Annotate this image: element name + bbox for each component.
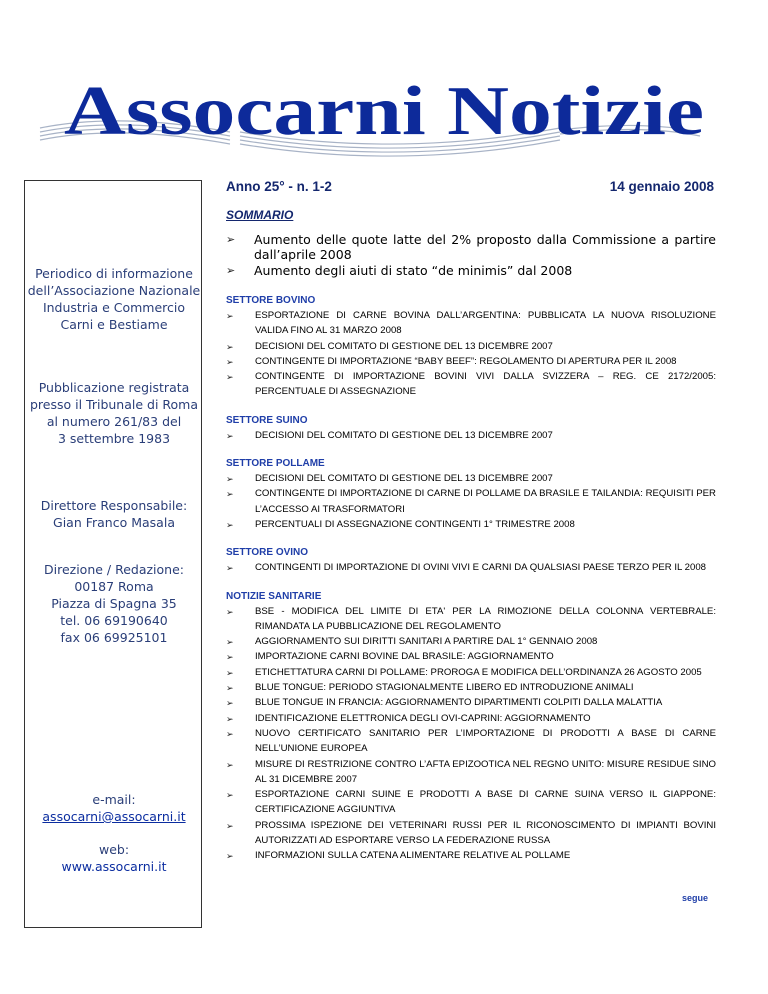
publication-info (25, 265, 203, 333)
list-item (226, 757, 716, 788)
list-item (226, 787, 716, 818)
section-title: SETTORE BOVINO (226, 295, 316, 306)
list-item-text: PERCENTUALI DI ASSEGNAZIONE CONTINGENTI 1° TRIMESTRE 2008 (255, 518, 575, 530)
list-item (226, 634, 716, 649)
list-item-text: PROSSIMA ISPEZIONE DEI VETERINARI RUSSI PER IL RICONOSCIMENTO DI IMPIANTI BOVINI AUTORIZZATI AD ESPORTARE VERSO LA FEDERAZIONE RUSSA (255, 819, 716, 847)
arrow-bullet-icon: ➢ (226, 851, 234, 862)
list-item (226, 339, 716, 354)
email-info (25, 791, 203, 825)
publication-line: Carni e Bestiame (60, 317, 168, 332)
list-item-text: IDENTIFICAZIONE ELETTRONICA DEGLI OVI-CAPRINI: AGGIORNAMENTO (255, 712, 591, 724)
arrow-bullet-icon: ➢ (226, 606, 234, 617)
section-settore-bovino (226, 294, 716, 400)
list-item (226, 486, 716, 517)
list-item (226, 369, 716, 400)
sommario-heading: SOMMARIO (226, 208, 294, 222)
segue-label: segue (681, 893, 708, 903)
arrow-bullet-icon: ➢ (226, 341, 234, 352)
arrow-bullet-icon: ➢ (226, 563, 234, 574)
list-item-text: CONTINGENTE DI IMPORTAZIONE DI CARNE DI POLLAME DA BRASILE E TAILANDIA: REQUISITI PER L’ACCESSO AI TRASFORMATORI (255, 488, 716, 515)
list-item-text: CONTINGENTI DI IMPORTAZIONE DI OVINI VIVI E CARNI DA QUALSIASI PAESE TERZO PER IL 2008 (255, 562, 707, 574)
list-item-text: BSE - MODIFICA DEL LIMITE DI ETA' PER LA RIMOZIONE DELLA COLONNA VERTEBRALE: RIMANDATA LA PUBBLICAZIONE DEL REGOLAMENTO (255, 605, 716, 632)
list-item (226, 308, 716, 339)
list-item (226, 665, 716, 680)
lead-item-text: Aumento delle quote latte del 2% proposto dalla Commissione a partire dall’aprile 2008 (254, 232, 716, 262)
section-title: SETTORE POLLAME (226, 458, 325, 470)
office-line: 00187 Roma (74, 579, 154, 594)
email-label: e-mail: (92, 792, 136, 807)
masthead (0, 70, 768, 180)
director-line: Direttore Responsabile: (40, 498, 188, 513)
section-title: SETTORE SUINO (226, 414, 308, 426)
arrow-bullet-icon: ➢ (226, 713, 234, 724)
list-item-text: DECISIONI DEL COMITATO DI GESTIONE DEL 13 DICEMBRE 2007 (255, 429, 553, 441)
office-info (25, 561, 203, 646)
list-item-text: BLUE TONGUE IN FRANCIA: AGGIORNAMENTO DIPARTIMENTI COLPITI DALLA MALATTIA (255, 697, 663, 709)
arrow-bullet-icon: ➢ (226, 430, 234, 441)
list-item (226, 604, 716, 635)
list-item (226, 711, 716, 726)
registration-line: Pubblicazione registrata (38, 380, 190, 395)
issue-number: Anno 25° - n. 1-2 (226, 179, 332, 194)
lead-item (226, 263, 716, 278)
office-line: fax 06 69925101 (60, 630, 168, 645)
list-item-text: ETICHETTATURA CARNI DI POLLAME: PROROGA E MODIFICA DELL’ORDINANZA 26 AGOSTO 2005 (255, 666, 702, 678)
arrow-bullet-icon: ➢ (226, 372, 234, 383)
section-settore-suino (226, 414, 716, 443)
arrow-bullet-icon: ➢ (226, 519, 234, 530)
list-item-text: INFORMAZIONI SULLA CATENA ALIMENTARE RELATIVE AL POLLAME (255, 850, 571, 862)
arrow-bullet-icon: ➢ (226, 637, 234, 648)
sidebar-box (24, 180, 202, 928)
arrow-bullet-icon: ➢ (226, 698, 234, 709)
publication-line: Industria e Commercio (42, 300, 186, 315)
office-line: Direzione / Redazione: (43, 562, 185, 577)
arrow-bullet-icon: ➢ (226, 233, 236, 246)
list-item (226, 428, 716, 443)
list-item-text: DECISIONI DEL COMITATO DI GESTIONE DEL 13 DICEMBRE 2007 (255, 473, 553, 485)
arrow-bullet-icon: ➢ (226, 728, 234, 739)
summary-sections (226, 294, 716, 878)
lead-item-text: Aumento degli aiuti di stato “de minimis” dal 2008 (254, 263, 573, 278)
list-item-text: DECISIONI DEL COMITATO DI GESTIONE DEL 13 DICEMBRE 2007 (255, 340, 553, 352)
arrow-bullet-icon: ➢ (226, 474, 234, 485)
email-link[interactable]: assocarni@assocarni.it (42, 809, 186, 824)
section-title: NOTIZIE SANITARIE (226, 590, 322, 602)
registration-line: 3 settembre 1983 (57, 431, 171, 446)
list-item (226, 560, 716, 575)
issue-date: 14 gennaio 2008 (609, 179, 714, 194)
list-item-text: ESPORTAZIONE DI CARNE BOVINA DALL’ARGENTINA: PUBBLICATA LA NUOVA RISOLUZIONE VALIDA FINO AL 31 MARZO 2008 (255, 310, 716, 337)
arrow-bullet-icon: ➢ (226, 489, 234, 500)
section-settore-ovino (226, 546, 716, 575)
section-notizie-sanitarie (226, 590, 716, 864)
lead-items (226, 232, 716, 279)
office-line: tel. 06 69190640 (60, 613, 168, 628)
list-item-text: ESPORTAZIONE CARNI SUINE E PRODOTTI A BASE DI CARNE SUINA VERSO IL GIAPPONE: CERTIFICAZIONE AGGIUNTIVA (255, 789, 716, 816)
list-item-text: NUOVO CERTIFICATO SANITARIO PER L’IMPORTAZIONE DI PRODOTTI A BASE DI CARNE NELL’UNIONE EUROPEA (255, 727, 716, 755)
web-label: web: (98, 842, 130, 857)
arrow-bullet-icon: ➢ (226, 652, 234, 663)
list-item (226, 695, 716, 710)
list-item (226, 818, 716, 849)
arrow-bullet-icon: ➢ (226, 356, 234, 367)
arrow-bullet-icon: ➢ (226, 820, 234, 831)
arrow-bullet-icon: ➢ (226, 311, 234, 321)
registration-line: presso il Tribunale di Roma (29, 397, 199, 412)
list-item (226, 848, 716, 863)
arrow-bullet-icon: ➢ (226, 667, 234, 678)
lead-item (226, 232, 716, 262)
section-title: SETTORE OVINO (226, 547, 309, 559)
web-link[interactable]: www.assocarni.it (61, 859, 167, 874)
director-line: Gian Franco Masala (53, 515, 175, 530)
list-item (226, 517, 716, 532)
list-item-text: IMPORTAZIONE CARNI BOVINE DAL BRASILE: AGGIORNAMENTO (255, 651, 554, 663)
publication-line: Periodico di informazione (35, 266, 193, 281)
director-info (25, 497, 203, 531)
list-item (226, 680, 716, 695)
list-item (226, 354, 716, 369)
arrow-bullet-icon: ➢ (226, 683, 234, 694)
publication-line: dell’Associazione Nazionale (27, 283, 201, 298)
registration-info (25, 379, 203, 447)
list-item-text: MISURE DI RESTRIZIONE CONTRO L’AFTA EPIZOOTICA NEL REGNO UNITO: MISURE RESIDUE SINO AL 31 DICEMBRE 2007 (255, 758, 716, 785)
list-item-text: AGGIORNAMENTO SUI DIRITTI SANITARI A PARTIRE DAL 1° GENNAIO 2008 (255, 636, 598, 648)
arrow-bullet-icon: ➢ (226, 790, 234, 801)
list-item (226, 726, 716, 757)
list-item-text: CONTINGENTE DI IMPORTAZIONE BOVINI VIVI DALLA SVIZZERA – REG. CE 2172/2005: PERCENTUALE DI ASSEGNAZIONE (255, 371, 716, 398)
issue-line (226, 179, 714, 194)
section-settore-pollame (226, 457, 716, 532)
masthead-logo (0, 70, 768, 180)
list-item (226, 649, 716, 664)
arrow-bullet-icon: ➢ (226, 264, 236, 277)
office-line: Piazza di Spagna 35 (51, 596, 177, 611)
arrow-bullet-icon: ➢ (226, 759, 234, 770)
list-item-text: CONTINGENTE DI IMPORTAZIONE “BABY BEEF”: REGOLAMENTO DI APERTURA PER IL 2008 (255, 355, 677, 367)
masthead-title: Assocarni Notizie (64, 73, 704, 150)
list-item (226, 471, 716, 486)
registration-line: al numero 261/83 del (46, 414, 182, 429)
web-info (25, 841, 203, 875)
list-item-text: BLUE TONGUE: PERIODO STAGIONALMENTE LIBERO ED INTRODUZIONE ANIMALI (255, 682, 634, 694)
